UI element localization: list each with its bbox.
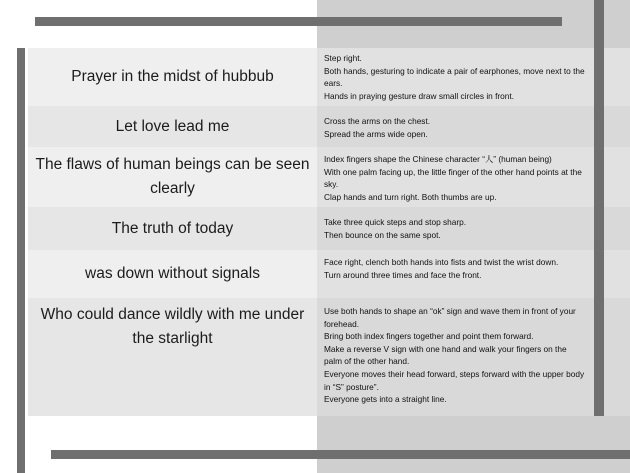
- lyric-row: [28, 106, 630, 147]
- lyric-row: [28, 147, 630, 207]
- step-line: Everyone moves their head forward, steps forward with the upper body in “S” posture”.: [324, 368, 585, 392]
- lyric-steps: [324, 115, 586, 140]
- step-line: Face right, clench both hands into fists and twist the wrist down.: [324, 257, 559, 267]
- step-line: Index fingers shape the Chinese character “人” (human being): [324, 154, 552, 164]
- lyric-title: The truth of today: [28, 207, 317, 250]
- step-line: Clap hands and turn right. Both thumbs are up.: [324, 191, 497, 202]
- decorative-bar-right: [594, 0, 604, 416]
- step-line: Use both hands to shape an “ok” sign and wave them in front of your forehead.: [324, 306, 576, 329]
- step-line: Spread the arms wide open.: [324, 128, 428, 139]
- decorative-bar-bottom: [51, 450, 630, 459]
- step-line: Everyone gets into a straight line.: [324, 394, 447, 405]
- lyric-row: [28, 207, 630, 250]
- lyric-steps: [324, 305, 586, 406]
- step-line: Step right.: [324, 53, 362, 63]
- lyric-row: [28, 250, 630, 298]
- step-line: Make a reverse V sign with one hand and walk your fingers on the palm of the other hand.: [324, 343, 567, 367]
- lyric-title: was down without signals: [28, 250, 317, 298]
- lyric-title: Prayer in the midst of hubbub: [28, 48, 317, 106]
- lyric-steps: [324, 216, 586, 241]
- lyric-row: [28, 298, 630, 416]
- step-line: Cross the arms on the chest.: [324, 116, 431, 126]
- lyric-steps: [324, 153, 586, 203]
- lyric-steps: [324, 52, 586, 102]
- lyric-title: Let love lead me: [28, 106, 317, 147]
- step-line: With one palm facing up, the little finger of the other hand points at the sky.: [324, 166, 582, 190]
- lyric-row: [28, 48, 630, 106]
- decorative-bar-left: [17, 48, 25, 473]
- lyric-title: The flaws of human beings can be seen clearly: [28, 147, 317, 207]
- step-line: Then bounce on the same spot.: [324, 229, 441, 240]
- lyric-steps: [324, 256, 586, 281]
- step-line: Bring both index fingers together and point them forward.: [324, 331, 534, 342]
- step-line: Take three quick steps and stop sharp.: [324, 217, 467, 227]
- step-line: Hands in praying gesture draw small circles in front.: [324, 90, 514, 101]
- step-line: Turn around three times and face the front.: [324, 269, 482, 280]
- lyric-title: Who could dance wildly with me under the starlight: [28, 298, 317, 416]
- step-line: Both hands, gesturing to indicate a pair of earphones, move next to the ears.: [324, 65, 585, 89]
- decorative-bar-top: [35, 17, 562, 26]
